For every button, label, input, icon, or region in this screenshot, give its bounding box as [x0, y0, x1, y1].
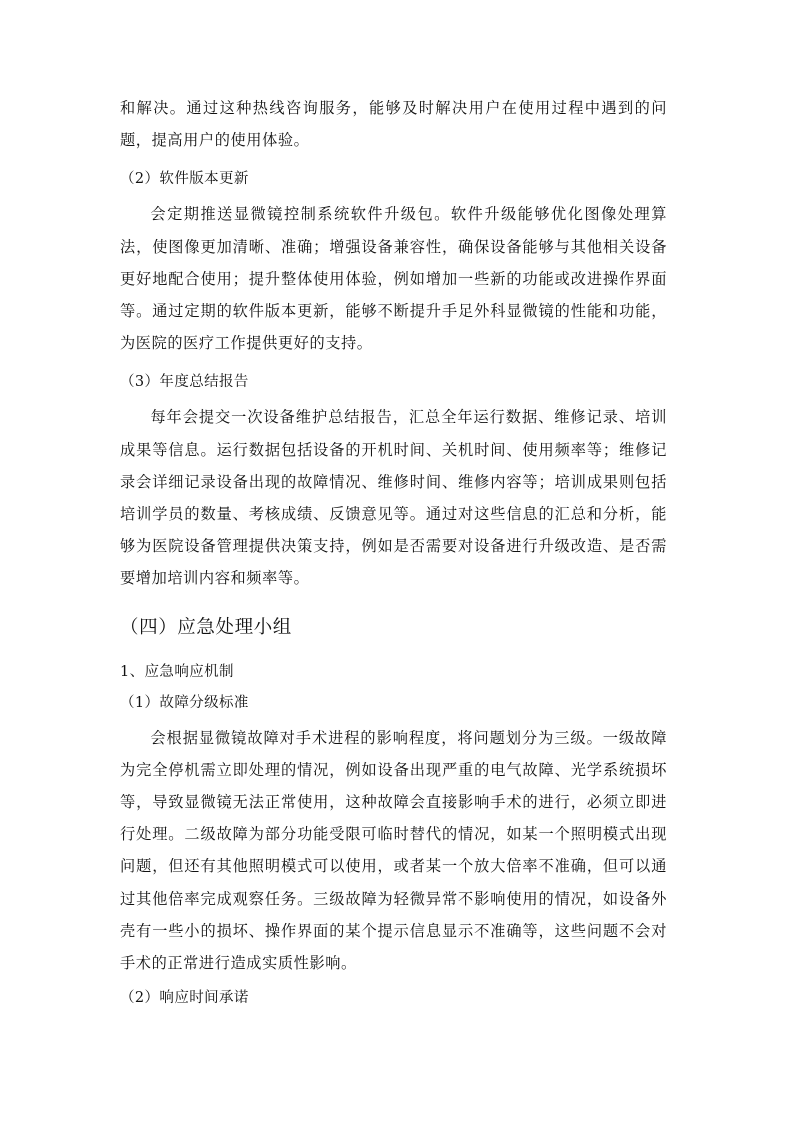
heading-response-mechanism: 1、应急响应机制 [120, 663, 234, 680]
intro-paragraph: 和解决。通过这种热线咨询服务，能够及时解决用户在使用过程中遇到的问题，提高用户的使用体验。 [120, 99, 667, 150]
subheading-annual-report: （3）年度总结报告 [120, 374, 249, 391]
annual-report-paragraph: 每年会提交一次设备维护总结报告，汇总全年运行数据、维修记录、培训成果等信息。运行数据包括设备的开机时间、关机时间、使用频率等；维修记录会详细记录设备出现的故障情况、维修时间、维修内容等；培训成果则包括培训学员的数量、考核成绩、反馈意见等。通过对这些信息的汇总和分析，能够为医院设备管理提供决策支持，例如是否需要对设备进行升级改造、是否需要增加培训内容和频率等。 [120, 408, 667, 588]
subheading-response-time: （2）响应时间承诺 [120, 990, 249, 1007]
subheading-software-update: （2）软件版本更新 [120, 171, 249, 188]
software-update-paragraph: 会定期推送显微镜控制系统软件升级包。软件升级能够优化图像处理算法，使图像更加清晰、准确；增强设备兼容性，确保设备能够与其他相关设备更好地配合使用；提升整体使用体验，例如增加一些新的功能或改进操作界面等。通过定期的软件版本更新，能够不断提升手足外科显微镜的性能和功能，为医院的医疗工作提供更好的支持。 [120, 205, 667, 353]
subheading-fault-grading: （1）故障分级标准 [120, 694, 249, 711]
section-heading-emergency-team: （四）应急处理小组 [120, 616, 292, 638]
fault-grading-paragraph: 会根据显微镜故障对手术进程的影响程度，将问题划分为三级。一级故障为完全停机需立即处理的情况，例如设备出现严重的电气故障、光学系统损坏等，导致显微镜无法正常使用，这种故障会直接影响手术的进行，必须立即进行处理。二级故障为部分功能受限可临时替代的情况，如某一个照明模式出现问题，但还有其他照明模式可以使用，或者某一个放大倍率不准确，但可以通过其他倍率完成观察任务。三级故障为轻微异常不影响使用的情况，如设备外壳有一些小的损坏、操作界面的某个提示信息显示不准确等，这些问题不会对手术的正常进行造成实质性影响。 [120, 728, 667, 973]
